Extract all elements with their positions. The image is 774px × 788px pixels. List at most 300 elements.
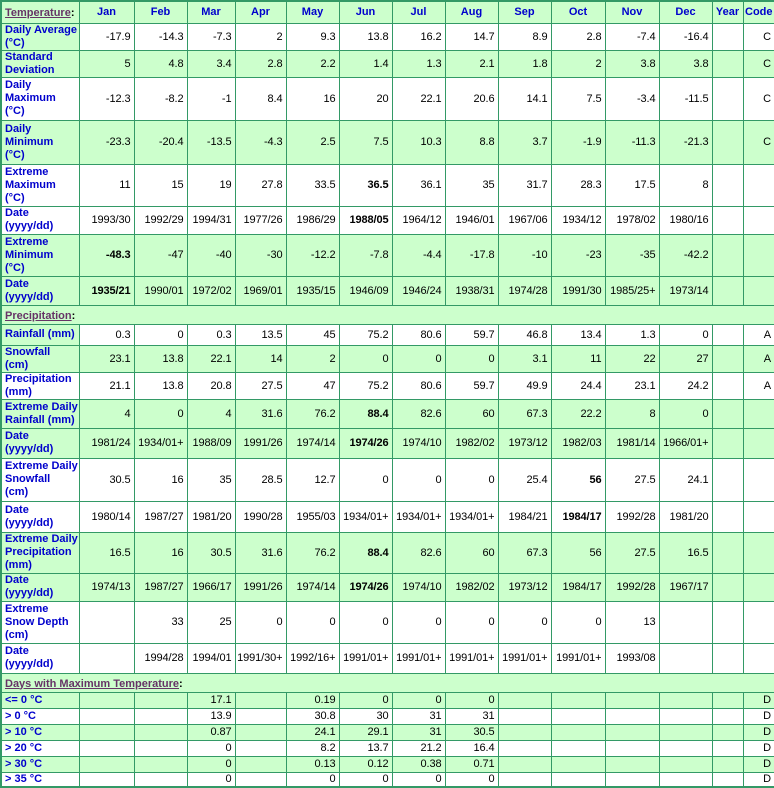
value-cell: 13 bbox=[605, 601, 659, 643]
table-row bbox=[1, 164, 774, 206]
row-label-line: > 20 °C bbox=[5, 741, 43, 754]
row-label-line: (cm) bbox=[5, 358, 29, 371]
value-cell: 1934/01+ bbox=[445, 501, 498, 532]
row-label bbox=[1, 276, 79, 305]
value-cell bbox=[498, 708, 551, 724]
row-label-line: Minimum bbox=[5, 135, 54, 148]
row-label bbox=[1, 501, 79, 532]
value-cell: 8 bbox=[605, 399, 659, 428]
year-cell bbox=[712, 756, 743, 772]
table-row bbox=[1, 50, 774, 77]
year-cell bbox=[712, 120, 743, 164]
value-cell: 0 bbox=[445, 772, 498, 787]
row-label-line: (°C) bbox=[5, 105, 25, 117]
value-cell: 27.5 bbox=[605, 532, 659, 573]
value-cell bbox=[605, 740, 659, 756]
value-cell: 30.5 bbox=[445, 724, 498, 740]
value-cell bbox=[605, 708, 659, 724]
row-label-line: (°C) bbox=[5, 148, 25, 161]
value-cell: 2.1 bbox=[445, 50, 498, 77]
value-cell: 31.7 bbox=[498, 164, 551, 206]
value-cell: 3.8 bbox=[659, 50, 712, 77]
value-cell: 60 bbox=[445, 399, 498, 428]
value-cell: 20 bbox=[339, 77, 392, 120]
row-label-line: Date bbox=[5, 430, 29, 442]
row-label-line: Extreme bbox=[5, 602, 49, 615]
value-cell: 1974/26 bbox=[339, 428, 392, 458]
value-cell: 0 bbox=[286, 601, 339, 643]
row-label-line: Snow Depth bbox=[5, 615, 69, 628]
col-header-year: Year bbox=[712, 1, 743, 23]
value-cell: 0.71 bbox=[445, 756, 498, 772]
row-label-line: Date bbox=[5, 207, 29, 219]
value-cell: 1982/03 bbox=[551, 428, 605, 458]
row-label-line: > 35 °C bbox=[5, 772, 43, 785]
col-header-dec: Dec bbox=[659, 1, 712, 23]
year-cell bbox=[712, 276, 743, 305]
code-cell bbox=[743, 164, 774, 206]
value-cell: 27.5 bbox=[235, 372, 286, 399]
value-cell: 0 bbox=[392, 772, 445, 787]
value-cell: 80.6 bbox=[392, 372, 445, 399]
value-cell: 8.9 bbox=[498, 23, 551, 50]
value-cell: -35 bbox=[605, 234, 659, 276]
table-row bbox=[1, 399, 774, 428]
value-cell: -17.9 bbox=[79, 23, 134, 50]
value-cell: -1.9 bbox=[551, 120, 605, 164]
year-cell bbox=[712, 206, 743, 234]
value-cell: 36.1 bbox=[392, 164, 445, 206]
code-cell: D bbox=[743, 772, 774, 787]
value-cell: 1991/01+ bbox=[445, 643, 498, 673]
value-cell bbox=[134, 740, 187, 756]
row-label bbox=[1, 50, 79, 77]
row-label-line: Date bbox=[5, 277, 29, 290]
value-cell: 27 bbox=[659, 345, 712, 372]
value-cell: 2 bbox=[551, 50, 605, 77]
value-cell bbox=[659, 601, 712, 643]
value-cell: 3.4 bbox=[187, 50, 235, 77]
row-label-line: Standard bbox=[5, 50, 53, 63]
row-label bbox=[1, 23, 79, 50]
value-cell: 12.7 bbox=[286, 458, 339, 501]
value-cell: 76.2 bbox=[286, 399, 339, 428]
row-label bbox=[1, 708, 79, 724]
row-label-line: Snowfall bbox=[5, 345, 51, 358]
value-cell: 0.38 bbox=[392, 756, 445, 772]
value-cell: -23.3 bbox=[79, 120, 134, 164]
value-cell: -12.2 bbox=[286, 234, 339, 276]
value-cell: -4.3 bbox=[235, 120, 286, 164]
value-cell: 30 bbox=[339, 708, 392, 724]
value-cell: 1974/10 bbox=[392, 428, 445, 458]
value-cell: 0.13 bbox=[286, 756, 339, 772]
value-cell: 1987/27 bbox=[134, 501, 187, 532]
row-label bbox=[1, 206, 79, 234]
value-cell: 16.5 bbox=[659, 532, 712, 573]
value-cell: -7.3 bbox=[187, 23, 235, 50]
days-with-maximum-temperature-section-link[interactable]: Days with Maximum Temperature bbox=[5, 677, 180, 690]
row-label-line: (°C) bbox=[5, 36, 25, 49]
code-cell: A bbox=[743, 372, 774, 399]
value-cell: 1992/29 bbox=[134, 206, 187, 234]
value-cell: 8.2 bbox=[286, 740, 339, 756]
value-cell: 49.9 bbox=[498, 372, 551, 399]
row-label bbox=[1, 601, 79, 643]
table-row bbox=[1, 501, 774, 532]
value-cell: 22 bbox=[605, 345, 659, 372]
row-label-line: (°C) bbox=[5, 261, 25, 274]
value-cell bbox=[235, 740, 286, 756]
value-cell: 4 bbox=[79, 399, 134, 428]
value-cell bbox=[498, 740, 551, 756]
col-header-code: Code bbox=[743, 1, 774, 23]
value-cell: 0 bbox=[392, 458, 445, 501]
value-cell: 1984/21 bbox=[498, 501, 551, 532]
precipitation-section-link[interactable]: Precipitation bbox=[5, 309, 72, 322]
value-cell: -42.2 bbox=[659, 234, 712, 276]
value-cell: 13.9 bbox=[187, 708, 235, 724]
value-cell: 76.2 bbox=[286, 532, 339, 573]
value-cell: 1991/30 bbox=[551, 276, 605, 305]
row-label bbox=[1, 324, 79, 345]
table-row bbox=[1, 724, 774, 740]
value-cell: 16 bbox=[286, 77, 339, 120]
value-cell: 8.4 bbox=[235, 77, 286, 120]
value-cell: 1946/01 bbox=[445, 206, 498, 234]
value-cell: 1991/01+ bbox=[551, 643, 605, 673]
value-cell: 1974/14 bbox=[286, 573, 339, 601]
code-cell bbox=[743, 276, 774, 305]
value-cell: 4 bbox=[187, 399, 235, 428]
value-cell: 0 bbox=[392, 601, 445, 643]
row-label-line: (yyyy/dd) bbox=[5, 587, 54, 599]
value-cell: 1974/10 bbox=[392, 573, 445, 601]
value-cell: 31 bbox=[445, 708, 498, 724]
value-cell: -13.5 bbox=[187, 120, 235, 164]
value-cell: -4.4 bbox=[392, 234, 445, 276]
row-label bbox=[1, 372, 79, 399]
value-cell: 33.5 bbox=[286, 164, 339, 206]
value-cell: -16.4 bbox=[659, 23, 712, 50]
value-cell: 1934/01+ bbox=[134, 428, 187, 458]
table-row bbox=[1, 234, 774, 276]
value-cell bbox=[134, 724, 187, 740]
row-label-line: > 30 °C bbox=[5, 757, 43, 770]
row-label-line: (mm) bbox=[5, 385, 32, 398]
value-cell: 25.4 bbox=[498, 458, 551, 501]
value-cell: 0 bbox=[235, 601, 286, 643]
value-cell: 88.4 bbox=[339, 532, 392, 573]
value-cell: 1994/28 bbox=[134, 643, 187, 673]
value-cell: 1978/02 bbox=[605, 206, 659, 234]
value-cell: -30 bbox=[235, 234, 286, 276]
value-cell: 0.12 bbox=[339, 756, 392, 772]
row-label-line: Daily Average bbox=[5, 23, 77, 36]
value-cell: 47 bbox=[286, 372, 339, 399]
table-row bbox=[1, 276, 774, 305]
code-cell: A bbox=[743, 345, 774, 372]
col-header-jul: Jul bbox=[392, 1, 445, 23]
year-cell bbox=[712, 643, 743, 673]
value-cell: 1973/14 bbox=[659, 276, 712, 305]
year-cell bbox=[712, 324, 743, 345]
year-cell bbox=[712, 458, 743, 501]
value-cell: 1991/01+ bbox=[392, 643, 445, 673]
value-cell: 0 bbox=[286, 772, 339, 787]
value-cell: 0 bbox=[339, 692, 392, 708]
code-cell bbox=[743, 601, 774, 643]
value-cell: 1994/01 bbox=[187, 643, 235, 673]
code-cell: D bbox=[743, 756, 774, 772]
value-cell: 0 bbox=[551, 601, 605, 643]
value-cell: 0.87 bbox=[187, 724, 235, 740]
value-cell: 1972/02 bbox=[187, 276, 235, 305]
value-cell bbox=[235, 724, 286, 740]
code-cell: D bbox=[743, 692, 774, 708]
value-cell: 1935/21 bbox=[79, 276, 134, 305]
value-cell: 1992/16+ bbox=[286, 643, 339, 673]
value-cell: 24.1 bbox=[659, 458, 712, 501]
value-cell: 1993/08 bbox=[605, 643, 659, 673]
row-label-line: Extreme Daily bbox=[5, 400, 78, 413]
value-cell: 28.3 bbox=[551, 164, 605, 206]
value-cell bbox=[551, 692, 605, 708]
value-cell: 22.2 bbox=[551, 399, 605, 428]
section-title-colon: : bbox=[71, 309, 76, 322]
value-cell: 9.3 bbox=[286, 23, 339, 50]
value-cell: 8.8 bbox=[445, 120, 498, 164]
table-row bbox=[1, 643, 774, 673]
value-cell: 20.6 bbox=[445, 77, 498, 120]
value-cell: 31.6 bbox=[235, 532, 286, 573]
value-cell bbox=[605, 692, 659, 708]
code-cell: A bbox=[743, 324, 774, 345]
row-label-line: Extreme bbox=[5, 165, 49, 178]
section-header-row bbox=[1, 673, 774, 692]
value-cell bbox=[79, 724, 134, 740]
value-cell: 1984/17 bbox=[551, 501, 605, 532]
value-cell bbox=[79, 601, 134, 643]
value-cell bbox=[79, 692, 134, 708]
row-label bbox=[1, 458, 79, 501]
row-label-line: (°C) bbox=[5, 191, 25, 204]
section-header-row bbox=[1, 305, 774, 324]
value-cell: 27.5 bbox=[605, 458, 659, 501]
value-cell: 5 bbox=[79, 50, 134, 77]
value-cell: 16.2 bbox=[392, 23, 445, 50]
value-cell: 1994/31 bbox=[187, 206, 235, 234]
value-cell: -23 bbox=[551, 234, 605, 276]
value-cell bbox=[498, 724, 551, 740]
value-cell: -11.5 bbox=[659, 77, 712, 120]
value-cell bbox=[134, 692, 187, 708]
table-row bbox=[1, 428, 774, 458]
col-header-jan: Jan bbox=[79, 1, 134, 23]
value-cell: -14.3 bbox=[134, 23, 187, 50]
value-cell: 1991/01+ bbox=[339, 643, 392, 673]
value-cell: 30.8 bbox=[286, 708, 339, 724]
value-cell: 0.19 bbox=[286, 692, 339, 708]
value-cell: 1980/16 bbox=[659, 206, 712, 234]
value-cell: 2.8 bbox=[551, 23, 605, 50]
value-cell: 1934/12 bbox=[551, 206, 605, 234]
value-cell: 1982/02 bbox=[445, 573, 498, 601]
row-label-line: Date bbox=[5, 645, 29, 657]
value-cell: 1977/26 bbox=[235, 206, 286, 234]
value-cell: 1993/30 bbox=[79, 206, 134, 234]
section-title-colon: : bbox=[70, 7, 75, 20]
year-cell bbox=[712, 428, 743, 458]
table-row bbox=[1, 372, 774, 399]
code-cell bbox=[743, 234, 774, 276]
value-cell: 24.1 bbox=[286, 724, 339, 740]
value-cell: 29.1 bbox=[339, 724, 392, 740]
value-cell: 1986/29 bbox=[286, 206, 339, 234]
value-cell: 3.8 bbox=[605, 50, 659, 77]
value-cell: 35 bbox=[445, 164, 498, 206]
value-cell: 30.5 bbox=[79, 458, 134, 501]
value-cell: 1984/17 bbox=[551, 573, 605, 601]
table-row bbox=[1, 692, 774, 708]
value-cell bbox=[551, 724, 605, 740]
row-label-line: Extreme Daily bbox=[5, 460, 78, 472]
value-cell: 1934/01+ bbox=[339, 501, 392, 532]
table-row bbox=[1, 120, 774, 164]
value-cell: 0 bbox=[134, 399, 187, 428]
code-cell bbox=[743, 458, 774, 501]
row-label-line: (cm) bbox=[5, 628, 29, 641]
table-row bbox=[1, 206, 774, 234]
value-cell: 0 bbox=[134, 324, 187, 345]
col-header-aug: Aug bbox=[445, 1, 498, 23]
value-cell: 35 bbox=[187, 458, 235, 501]
value-cell: 1991/30+ bbox=[235, 643, 286, 673]
year-cell bbox=[712, 501, 743, 532]
row-label bbox=[1, 573, 79, 601]
col-header-sep: Sep bbox=[498, 1, 551, 23]
value-cell bbox=[659, 724, 712, 740]
value-cell: 82.6 bbox=[392, 399, 445, 428]
value-cell: 0 bbox=[392, 692, 445, 708]
value-cell bbox=[551, 740, 605, 756]
year-cell bbox=[712, 77, 743, 120]
year-cell bbox=[712, 573, 743, 601]
value-cell: 2 bbox=[286, 345, 339, 372]
row-label-line: Maximum bbox=[5, 92, 56, 104]
precipitation-section-header bbox=[1, 305, 774, 324]
value-cell: 1980/14 bbox=[79, 501, 134, 532]
year-cell bbox=[712, 50, 743, 77]
value-cell: 13.8 bbox=[339, 23, 392, 50]
row-label bbox=[1, 345, 79, 372]
row-label-line: Date bbox=[5, 503, 29, 516]
value-cell: 80.6 bbox=[392, 324, 445, 345]
value-cell: 0 bbox=[187, 772, 235, 787]
table-row bbox=[1, 458, 774, 501]
value-cell: -20.4 bbox=[134, 120, 187, 164]
value-cell: 46.8 bbox=[498, 324, 551, 345]
value-cell: 75.2 bbox=[339, 324, 392, 345]
row-label-line: (yyyy/dd) bbox=[5, 290, 54, 303]
value-cell: 13.8 bbox=[134, 372, 187, 399]
code-cell: D bbox=[743, 708, 774, 724]
value-cell: 1966/01+ bbox=[659, 428, 712, 458]
value-cell: 31 bbox=[392, 724, 445, 740]
row-label-line: > 0 °C bbox=[5, 709, 36, 722]
row-label bbox=[1, 234, 79, 276]
value-cell: 19 bbox=[187, 164, 235, 206]
value-cell: 2.8 bbox=[235, 50, 286, 77]
year-cell bbox=[712, 164, 743, 206]
value-cell bbox=[134, 756, 187, 772]
value-cell: 59.7 bbox=[445, 324, 498, 345]
row-label bbox=[1, 692, 79, 708]
value-cell: 1981/20 bbox=[659, 501, 712, 532]
row-label-line: <= 0 °C bbox=[5, 693, 43, 706]
table-row bbox=[1, 345, 774, 372]
value-cell: 1982/02 bbox=[445, 428, 498, 458]
table-row bbox=[1, 756, 774, 772]
value-cell: 11 bbox=[551, 345, 605, 372]
value-cell: 31 bbox=[392, 708, 445, 724]
year-cell bbox=[712, 399, 743, 428]
table-row bbox=[1, 573, 774, 601]
year-cell bbox=[712, 23, 743, 50]
value-cell bbox=[498, 756, 551, 772]
value-cell: 1992/28 bbox=[605, 573, 659, 601]
row-label bbox=[1, 643, 79, 673]
value-cell: 1981/20 bbox=[187, 501, 235, 532]
value-cell: 1.4 bbox=[339, 50, 392, 77]
value-cell: 0 bbox=[659, 324, 712, 345]
table-row bbox=[1, 324, 774, 345]
row-label-line: Minimum bbox=[5, 248, 54, 261]
col-header-may: May bbox=[286, 1, 339, 23]
value-cell: 20.8 bbox=[187, 372, 235, 399]
row-label-line: (yyyy/dd) bbox=[5, 658, 54, 670]
code-cell bbox=[743, 428, 774, 458]
value-cell bbox=[235, 756, 286, 772]
row-label-line: Snowfall bbox=[5, 473, 51, 485]
row-label bbox=[1, 724, 79, 740]
value-cell: 60 bbox=[445, 532, 498, 573]
value-cell: 28.5 bbox=[235, 458, 286, 501]
table-header-row bbox=[1, 1, 774, 23]
table-row bbox=[1, 77, 774, 120]
value-cell: 0.3 bbox=[79, 324, 134, 345]
value-cell: -7.4 bbox=[605, 23, 659, 50]
value-cell bbox=[659, 643, 712, 673]
row-label-line: Precipitation bbox=[5, 372, 72, 385]
value-cell: 0 bbox=[445, 458, 498, 501]
value-cell: 82.6 bbox=[392, 532, 445, 573]
temperature-section-link[interactable]: Temperature bbox=[5, 7, 71, 20]
row-label bbox=[1, 532, 79, 573]
value-cell bbox=[605, 724, 659, 740]
table-row bbox=[1, 708, 774, 724]
value-cell bbox=[235, 708, 286, 724]
value-cell: 1964/12 bbox=[392, 206, 445, 234]
value-cell: 16.5 bbox=[79, 532, 134, 573]
value-cell: 31.6 bbox=[235, 399, 286, 428]
value-cell: 13.5 bbox=[235, 324, 286, 345]
value-cell: 45 bbox=[286, 324, 339, 345]
value-cell: 11 bbox=[79, 164, 134, 206]
row-label-line: Extreme bbox=[5, 235, 49, 248]
value-cell: 1955/03 bbox=[286, 501, 339, 532]
value-cell: -17.8 bbox=[445, 234, 498, 276]
